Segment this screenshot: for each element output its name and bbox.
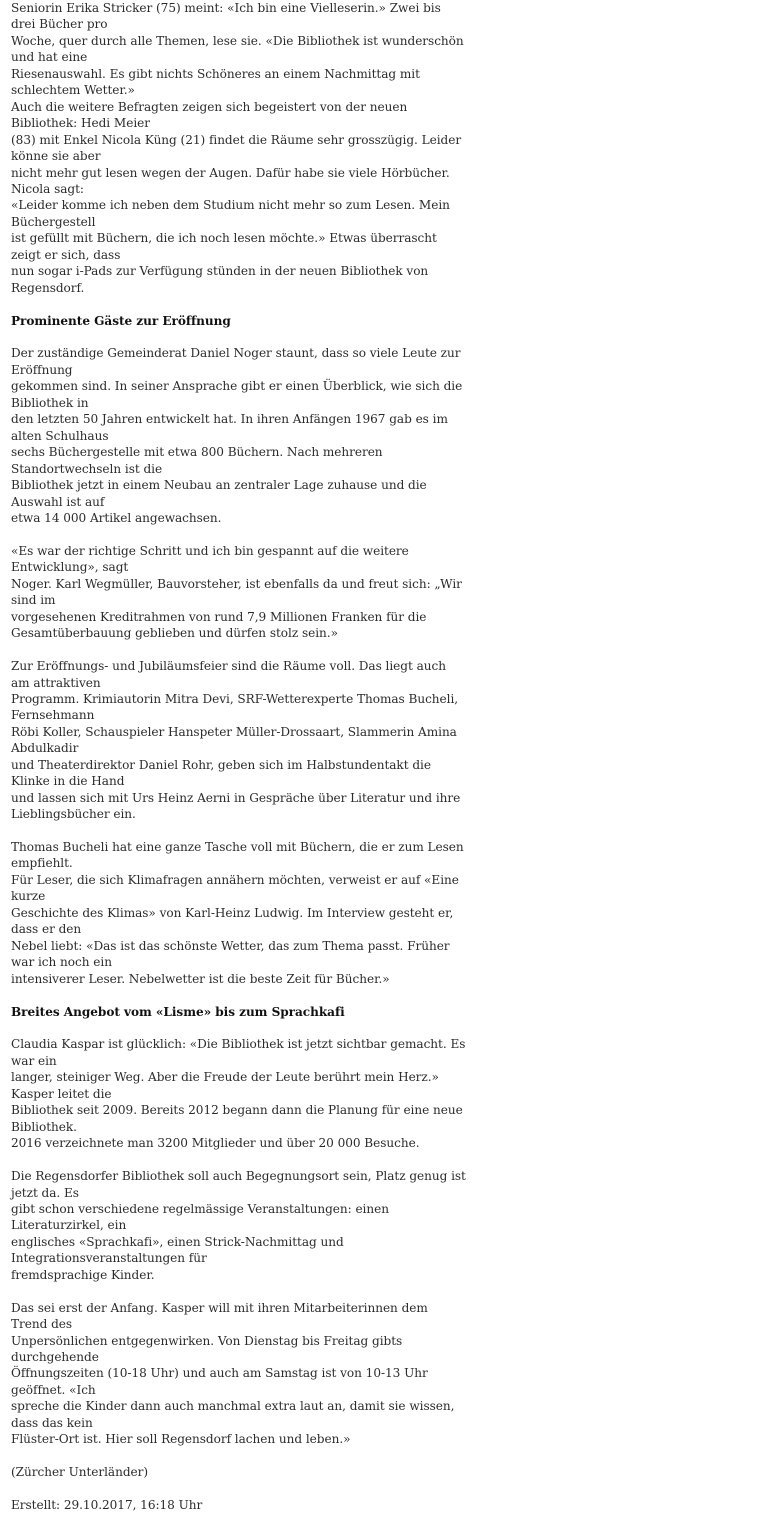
article-body: [11, 0, 466, 1530]
section-heading-breites-angebot: Breites Angebot vom «Lisme» bis zum Sprachkafi: [11, 1004, 345, 1019]
article-paragraph: Thomas Bucheli hat eine ganze Tasche voll mit Büchern, die er zum Lesen empfiehlt. Für Leser, die sich Klimafragen annähern möchten, verweist er auf «Eine kurze Geschichte des Klimas» von Karl-Heinz Ludwig. Im Interview gesteht er, dass er den Nebel liebt: «Das ist das schönste Wetter, das zum Thema passt. Früher war ich noch ein intensiverer Leser. Nebelwetter ist die beste Zeit für Bücher.»: [11, 840, 464, 986]
article-paragraph: Der zuständige Gemeinderat Daniel Noger staunt, dass so viele Leute zur Eröffnung gekommen sind. In seiner Ansprache gibt er einen Überblick, wie sich die Bibliothek in den letzten 50 Jahren entwickelt hat. In ihren Anfängen 1967 gab es im alten Schulhaus sechs Büchergestelle mit etwa 800 Büchern. Nach mehreren Standortwechseln ist die Bibliothek jetzt in einem Neubau an zentraler Lage zuhause und die Auswahl ist auf etwa 14 000 Artikel angewachsen.: [11, 346, 463, 526]
article-created-timestamp: Erstellt: 29.10.2017, 16:18 Uhr: [11, 1498, 203, 1513]
section-heading-prominente-gaeste: Prominente Gäste zur Eröffnung: [11, 313, 231, 328]
article-paragraph: Claudia Kaspar ist glücklich: «Die Bibliothek ist jetzt sichtbar gemacht. Es war ein langer, steiniger Weg. Aber die Freude der Leute berührt mein Herz.» Kasper leitet die Bibliothek seit 2009. Bereits 2012 begann dann die Planung für eine neue Bibliothek. 2016 verzeichnete man 3200 Mitglieder und über 20 000 Besuche.: [11, 1037, 466, 1151]
article-paragraph: Das sei erst der Anfang. Kasper will mit ihren Mitarbeiterinnen dem Trend des Unpersönlichen entgegenwirken. Von Dienstag bis Freitag gibts durchgehende Öffnungszeiten (10-18 Uhr) und auch am Samstag ist von 10-13 Uhr geöffnet. «Ich spreche die Kinder dann auch manchmal extra laut an, damit sie wissen, dass das kein Flüster-Ort ist. Hier soll Regensdorf lachen und leben.»: [11, 1300, 455, 1447]
article-paragraph: Seniorin Erika Stricker (75) meint: «Ich bin eine Vielleserin.» Zwei bis drei Bücher pro Woche, quer durch alle Themen, lese sie. «Die Bibliothek ist wunderschön und hat eine Riesenauswahl. Es gibt nichts Schöneres an einem Nachmittag mit schlechtem Wetter.» Auch die weitere Befragten zeigen sich begeistert von der neuen Bibliothek: Hedi Meier (83) mit Enkel Nicola Küng (21) findet die Räume sehr grosszügig. Leider könne sie aber nicht mehr gut lesen wegen der Augen. Dafür habe sie viele Hörbücher. Nicola sagt: «Leider komme ich neben dem Studium nicht mehr so zum Lesen. Mein Büchergestell ist gefüllt mit Büchern, die ich noch lesen möchte.» Etwas überrascht zeigt er sich, dass nun sogar i-Pads zur Verfügung stünden in der neuen Bibliothek von Regensdorf.: [11, 1, 464, 295]
article-source: (Zürcher Unterländer): [11, 1465, 149, 1480]
article-paragraph: Die Regensdorfer Bibliothek soll auch Begegnungsort sein, Platz genug ist jetzt da. Es gibt schon verschiedene regelmässige Veranstaltungen: einen Literaturzirkel, ein englisches «Sprachkafi», einen Strick-Nachmittag und Integrationsveranstaltungen für fremdsprachige Kinder.: [11, 1169, 466, 1282]
article-paragraph: «Es war der richtige Schritt und ich bin gespannt auf die weitere Entwicklung», sagt Noger. Karl Wegmüller, Bauvorsteher, ist ebenfalls da und freut sich: „Wir sind im vorgesehenen Kreditrahmen von rund 7,9 Millionen Franken für die Gesamtüberbauung geblieben und dürfen stolz sein.»: [11, 543, 462, 641]
article-paragraph: Zur Eröffnungs- und Jubiläumsfeier sind die Räume voll. Das liegt auch am attraktiven Programm. Krimiautorin Mitra Devi, SRF-Wetterexperte Thomas Bucheli, Fernsehmann Röbi Koller, Schauspieler Hanspeter Müller-Drossaart, Slammerin Amina Abdulkadir und Theaterdirektor Daniel Rohr, geben sich im Halbstundentakt die Klinke in die Hand und lassen sich mit Urs Heinz Aerni in Gespräche über Literatur und ihre Lieblingsbücher ein.: [11, 659, 461, 822]
